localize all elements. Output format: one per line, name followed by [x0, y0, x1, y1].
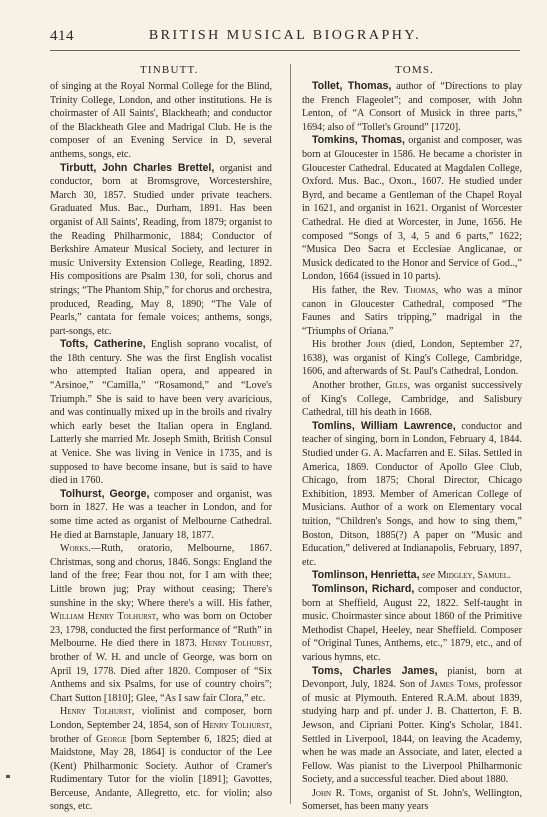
- entry-text: organist and composer, was born at Gloucester in 1586. He became a chorister in Gloucester Cathedral. Educated at Magdalen College, Oxford. Mus. Bac., Oxon., 1607. He studied under Byrd, and became a Gentleman of the Chapel Royal in 1621, and organist in 1621. Organist of Worcester Cathedral. He died at Worcester, in June, 1656. He composed “Songs of 3, 4, 5 and 6 parts,” 1622; “Musica Deo Sacra et Ecclesiae Anglicanae, or Musick dedicated to the Honor and Service of God..,” London, 1664 (issued in 10 parts).: [302, 135, 522, 283]
- entry-tirbutt: [50, 162, 272, 339]
- person-name: James Toms,: [430, 679, 481, 691]
- see-reference: see: [422, 570, 435, 582]
- entry-name: Tofts, Catherine,: [60, 338, 146, 351]
- page-number: 414: [50, 28, 74, 44]
- paragraph-text: organist of St. John's, Wellington, Somerset, has been many years: [302, 787, 522, 813]
- works-text: —Ruth, oratorio, Melbourne, 1867. Christmas, song and chorus, 1846. Songs: England the land of the free; Fear thou not, for I am with thee; Little brown jug; Pray without ceasing; There's sunshine in the sky; Where there's a will. His father,: [50, 543, 272, 609]
- page-header: [50, 28, 520, 46]
- paragraph-text: His brother: [312, 339, 361, 351]
- column-divider: [290, 64, 291, 804]
- works-paragraph: [50, 542, 272, 705]
- paragraph-text: (died, London, September 27, 1638), was organist of King's College, Cambridge, 1606, and afterwards of St. Paul's Cathedral, London.: [302, 339, 522, 378]
- entry-continuation: [50, 80, 272, 162]
- entry-name: Tolhurst, George,: [60, 487, 150, 500]
- tomkins-john-paragraph: [302, 338, 522, 379]
- paragraph-text: who was a minor canon in Gloucester Cathedral, composed “The Faunes and Satirs tripping,” madrigal in the “Triumphs of Oriana.”: [302, 284, 522, 337]
- margin-mark: [6, 775, 10, 778]
- entry-text: English soprano vocalist, of the 18th century. She was the first English vocalist who attempted Italian opera, and appeared in “Arsinoe,” “Camilla,” “Rosamond,” and “Love's Triumph.” She is said to have been very avaricious, and was continually mixed up in the broils and rivalry which early beset the Italian opera in England. Latterly she married Mr. Joseph Smith, British Consul at Venice. She was living in Venice in 1735, and is supposed to have become insane, but is said to have died in 1760.: [50, 339, 273, 487]
- entry-name: Tomkins, Thomas,: [312, 134, 405, 147]
- paragraph-text: was organist successively of King's College, Cambridge, and Salisbury Cathedral, till his death in 1668.: [302, 380, 522, 419]
- person-name: John: [366, 339, 386, 351]
- tomkins-father-paragraph: [302, 284, 522, 338]
- entry-name: Toms, Charles James,: [312, 664, 438, 677]
- entry-tomkins: [302, 134, 522, 284]
- works-label: Works.: [60, 543, 91, 555]
- paragraph-text: Another brother,: [312, 380, 381, 392]
- entry-text: pianist, born at Devonport, July, 1824. Son of: [302, 665, 522, 691]
- entry-text: composer and conductor, born at Sheffield, August 22, 1822. Self-taught in music. Choirmaster since about 1860 of the Primitive Methodist Chapel, Heeley, near Sheffield. Composer of “Original Tunes, Anthems, etc.,” 1879, etc., and of various hymns, etc.: [302, 583, 522, 663]
- person-name: Henry Tolhurst,: [202, 719, 272, 731]
- person-name: George: [95, 733, 127, 745]
- person-name: Giles,: [385, 380, 410, 392]
- entry-text: professor of music at Plymouth. Entered R.A.M. about 1839, studying harp and pf. under J. B. Chatterton, F. B. Jewson, and Cipriani Potter. King's Scholar, 1841. Settled in Liverpool, 1844, on leaving the Academy, when he was made an Associate, and later, elected a Fellow. Was pianist to the Liverpool Philharmonic Society, and a successful teacher. Died about 1880.: [302, 679, 522, 786]
- left-column-heading: TINBUTT.: [140, 64, 199, 76]
- works-text-2: who was born on October 23, 1798, conducted the first performance of “Ruth” in Melbourne. He died there in 1873.: [50, 611, 273, 650]
- entry-tomlinson-richard: [302, 583, 522, 665]
- paragraph-text: His father, the Rev.: [312, 284, 399, 296]
- entry-tolhurst: [50, 488, 272, 542]
- john-toms-paragraph: [302, 787, 522, 814]
- person-name: John R. Toms,: [312, 787, 374, 799]
- entry-name: Tirbutt, John Charles Brettel,: [60, 161, 215, 174]
- entry-text: conductor and teacher of singing, born in London, February 4, 1844. Studied under G. A. Macfarren and E. Silas. Settled in America, 1869. Conductor of Apollo Glee Club, Chicago, from 1875; Choral Director, Chicago Exhibition, 1893. Member of American College of Musicians. Author of a work on Elementary vocal tuition, “Children's Songs, and how to sing them,” Boston, Ditson, 1885(?) A paper on “Music and Education,” delivered at Indianapolis, February, 1897, etc.: [302, 420, 522, 568]
- entry-text: author of “Directions to play the French Flageolet”; and composer, with John Lenton, of “A Consort of Musick in three parts,” 1694; also of “Tollet's Ground” [1720].: [302, 81, 522, 133]
- entry-text: composer and organist, was born in 1827. He was a teacher in London, and for some time acted as organist of Melbourne Cathedral. He died at Barnstaple, January 18, 1877.: [50, 488, 272, 541]
- entry-toms: [302, 665, 522, 787]
- entry-name: Tomlinson, Richard,: [312, 582, 415, 595]
- entry-name: Tollet, Thomas,: [312, 80, 392, 92]
- tomkins-giles-paragraph: [302, 379, 522, 420]
- paragraph-text: violinist and composer, born London, September 24, 1854, son of: [50, 706, 272, 731]
- running-title: BRITISH MUSICAL BIOGRAPHY.: [148, 28, 422, 43]
- right-column: [302, 80, 522, 814]
- person-name: Thomas,: [404, 284, 439, 296]
- entry-name: Tomlins, William Lawrence,: [312, 419, 456, 432]
- continuation-text: of singing at the Royal Normal College for the Blind, Trinity College, London, and other institutions. He is choirmaster of All Saints', Blackheath; and conductor of the Blackheath Glee and Madrigal Club. He is the composer of an Evening Service in D, several anthems, songs, etc.: [50, 81, 272, 160]
- entry-tomlins: [302, 420, 522, 570]
- person-name: William Henry Tolhurst,: [50, 611, 159, 623]
- cross-reference: Midgley, Samuel.: [437, 570, 511, 582]
- person-name: Henry Tolhurst,: [201, 638, 272, 650]
- entry-tomlinson-henrietta: [302, 569, 522, 583]
- header-rule: [50, 50, 520, 51]
- entry-text: organist and conductor, born at Bromsgrove, Worcestershire, March 30, 1857. Studied under private teachers. Graduated Mus. Bac., Durham, 1891. Has been organist of All Saints', Reading, from 1879; organist to the Reading Philharmonic, 1884; Conductor of Berkshire Amateur Musical Society, and lecturer in music University Extension College, Reading, 1892. His compositions are Psalm 130, for soli, chorus and strings; “The Phantom Ship,” for chorus and orchestra, produced, Reading, May 8, 1890; “The Vale of Pearls,” cantata for female voices; anthems, songs, part-songs, etc.: [50, 162, 272, 337]
- henry-tolhurst-paragraph: [50, 705, 272, 814]
- entry-name: Tomlinson, Henrietta,: [312, 569, 420, 582]
- person-name: Henry Tolhurst,: [60, 706, 135, 718]
- entry-tollet: [302, 80, 522, 134]
- paragraph-text: brother of: [50, 733, 92, 745]
- right-column-heading: TOMS.: [395, 64, 435, 76]
- entry-tofts: [50, 338, 272, 488]
- left-column: [50, 80, 272, 814]
- paragraph-text: [born September 6, 1825; died at Maidstone, May 28, 1864] is conductor of the Lee (Kent) Philharmonic Society. Author of Cramer's Rudimentary Tutor for the violin [1891]; Gavottes, Berceuse, Andante, Allegretto, etc. for violin; also songs, etc.: [50, 733, 272, 813]
- henry-text: brother of W. H. and uncle of George, was born on April 19, 1778. Died after 1820. Composer of “Six Anthems and six Psalms, for use of country choirs”; Chart Sutton [1810]; Glee, “As I saw fair Clora,” etc.: [50, 651, 272, 704]
